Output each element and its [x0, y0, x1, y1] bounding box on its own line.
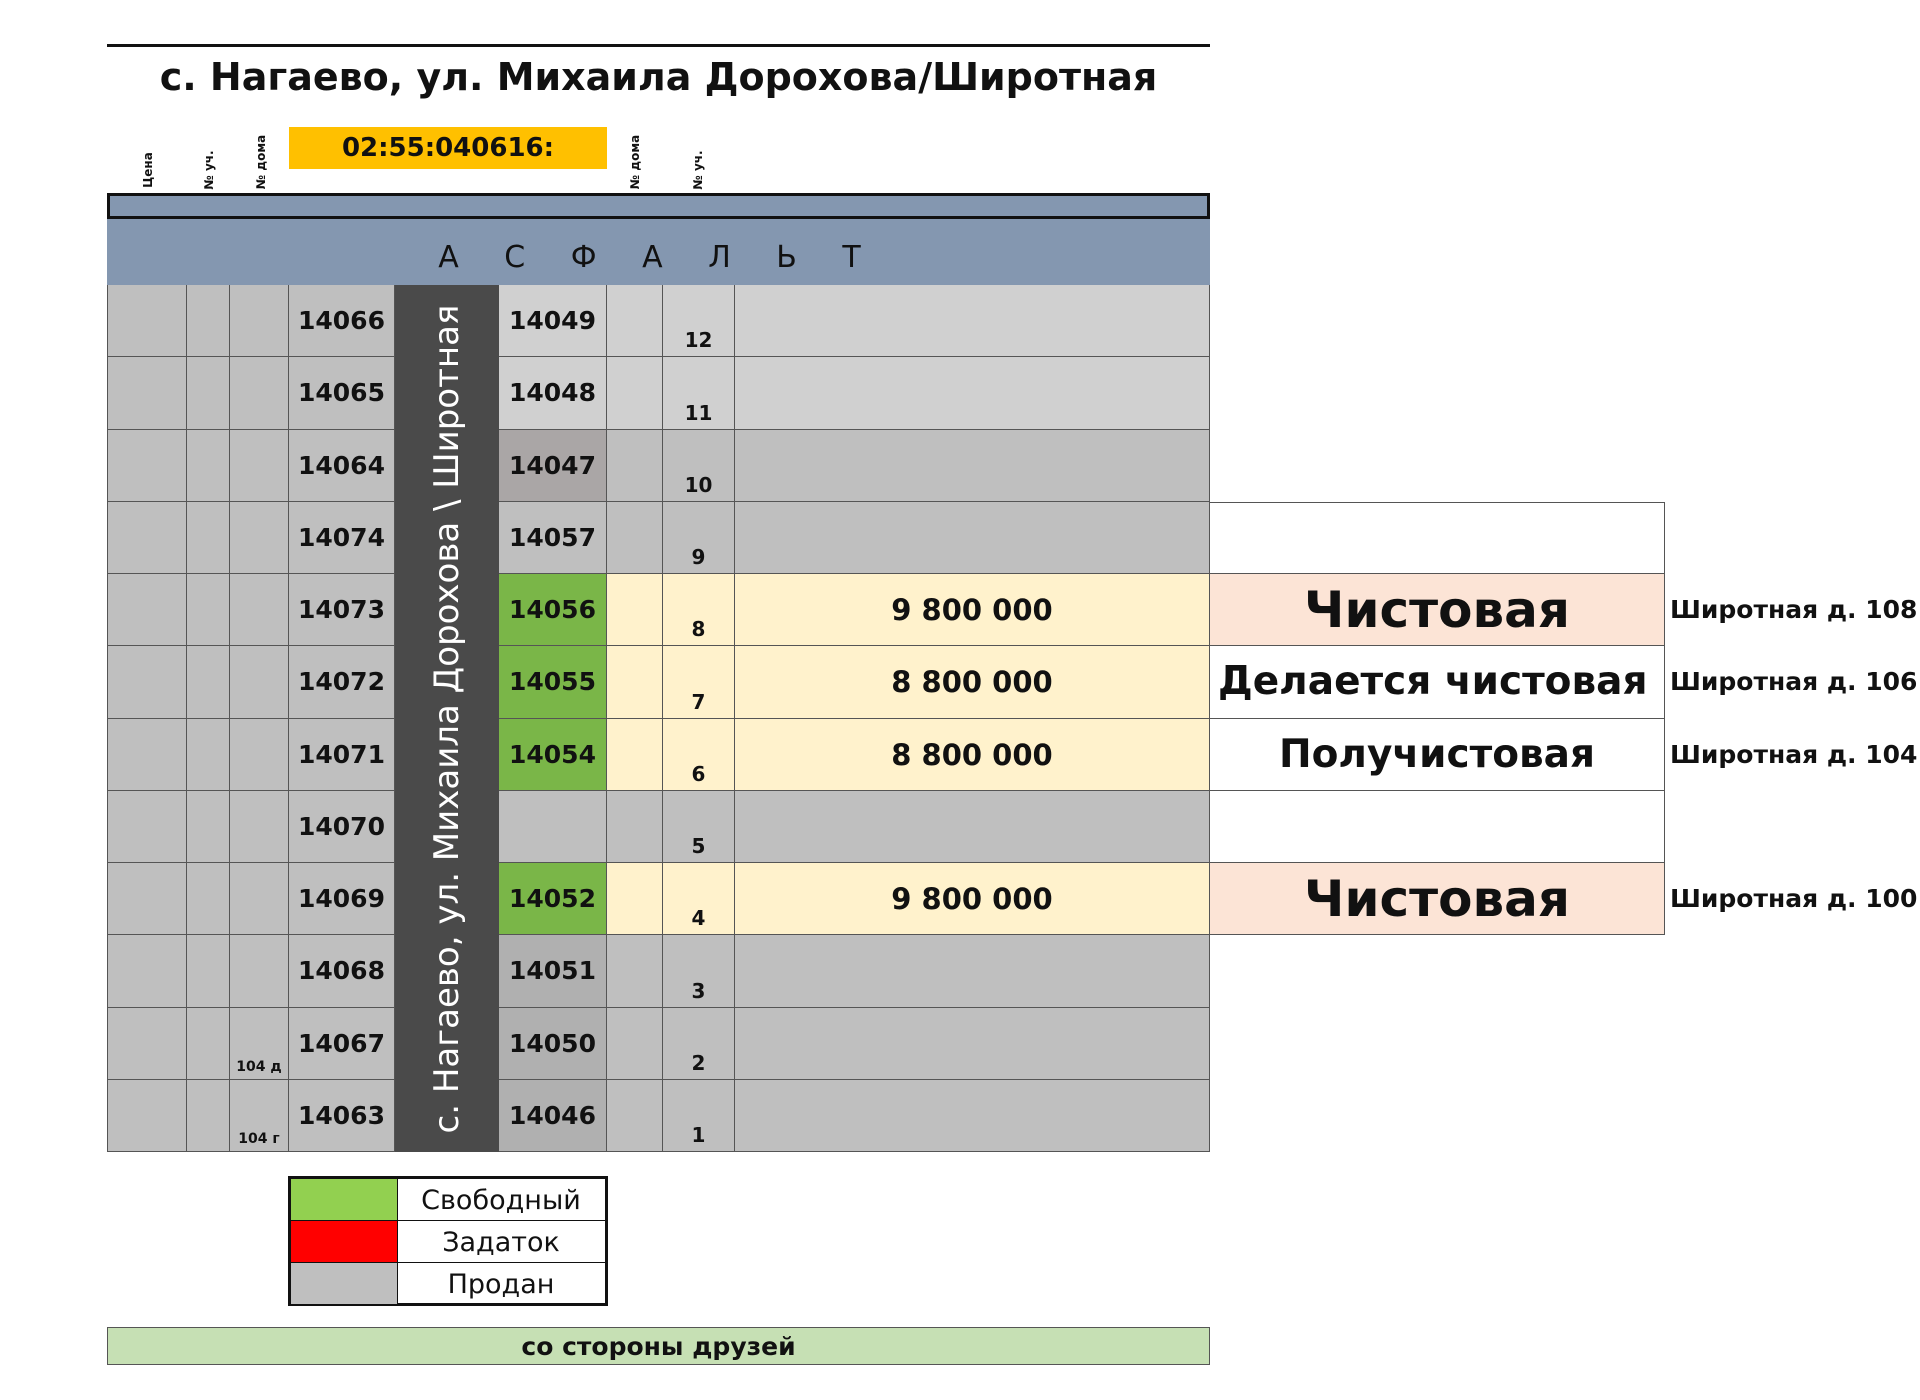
price-cell: 9 800 000: [735, 574, 1210, 646]
legend-item-sold: [291, 1263, 605, 1304]
left-house-number: [230, 791, 289, 863]
left-plot-cell: [187, 430, 230, 502]
right-house-cell: [607, 1008, 663, 1080]
left-house-number: [230, 357, 289, 429]
right-cadastral-number: 14047: [499, 430, 607, 502]
left-house-number: [230, 574, 289, 646]
price-cell: [735, 1008, 1210, 1080]
left-plot-cell: [187, 719, 230, 791]
left-price-cell: [107, 502, 187, 574]
left-plot-cell: [187, 863, 230, 935]
right-cadastral-number: 14057: [499, 502, 607, 574]
right-cadastral-number: 14048: [499, 357, 607, 429]
left-cadastral-number: 14074: [289, 502, 395, 574]
left-cadastral-number: 14067: [289, 1008, 395, 1080]
legend-swatch: [291, 1263, 398, 1304]
plot-number: 9: [663, 502, 735, 574]
plot-number: 12: [663, 285, 735, 357]
price-cell: [735, 1080, 1210, 1152]
house-address: Широтная д. 108: [1670, 595, 1918, 624]
status-cell: Делается чистовая: [1210, 646, 1665, 718]
plot-number: 11: [663, 357, 735, 429]
header-plot-right-label: № уч.: [691, 150, 705, 190]
house-address: Широтная д. 100: [1670, 884, 1918, 913]
left-plot-cell: [187, 791, 230, 863]
right-house-cell: [607, 285, 663, 357]
left-house-number: 104 д: [230, 1008, 289, 1080]
left-house-number: [230, 863, 289, 935]
price-cell: 8 800 000: [735, 646, 1210, 718]
right-cadastral-number: 14056: [499, 574, 607, 646]
street-name: с. Нагаево, ул. Михаила Дорохова \ Широтная: [427, 304, 467, 1133]
header-price-label: Цена: [141, 152, 155, 188]
left-cadastral-number: 14066: [289, 285, 395, 357]
left-plot-cell: [187, 1008, 230, 1080]
status-cell: [1210, 791, 1665, 863]
left-house-number: [230, 430, 289, 502]
left-plot-cell: [187, 646, 230, 718]
house-address: Широтная д. 106: [1670, 667, 1918, 697]
left-price-cell: [107, 285, 187, 357]
right-house-cell: [607, 1080, 663, 1152]
plot-number: 4: [663, 863, 735, 935]
right-house-cell: [607, 357, 663, 429]
left-cadastral-number: 14069: [289, 863, 395, 935]
asphalt-road: А С Ф А Л Ь Т: [107, 219, 1210, 285]
left-house-number: [230, 285, 289, 357]
header-house-left-label: № дома: [254, 134, 268, 190]
plot-number: 1: [663, 1080, 735, 1152]
left-price-cell: [107, 719, 187, 791]
plot-number: 10: [663, 430, 735, 502]
right-cadastral-number: [499, 791, 607, 863]
legend: [288, 1176, 608, 1306]
price-cell: [735, 791, 1210, 863]
right-cadastral-number: 14046: [499, 1080, 607, 1152]
right-house-cell: [607, 863, 663, 935]
right-cadastral-number: 14050: [499, 1008, 607, 1080]
left-price-cell: [107, 357, 187, 429]
legend-label: Продан: [447, 1269, 555, 1300]
price-cell: 9 800 000: [735, 863, 1210, 935]
price-cell: [735, 430, 1210, 502]
left-cadastral-number: 14070: [289, 791, 395, 863]
left-house-number: [230, 646, 289, 718]
right-cadastral-number: 14055: [499, 646, 607, 718]
status-cell: Чистовая: [1210, 863, 1665, 935]
right-cadastral-number: 14049: [499, 285, 607, 357]
cadastral-prefix: 02:55:040616:: [289, 127, 607, 169]
price-cell: [735, 285, 1210, 357]
plot-number: 7: [663, 646, 735, 718]
right-house-cell: [607, 719, 663, 791]
left-cadastral-number: 14065: [289, 357, 395, 429]
status-cell: [1210, 502, 1665, 574]
left-house-number: [230, 719, 289, 791]
header-house-right-label: № дома: [628, 134, 642, 190]
left-plot-cell: [187, 574, 230, 646]
friends-side-label: со стороны друзей: [107, 1327, 1210, 1365]
left-price-cell: [107, 935, 187, 1007]
right-house-cell: [607, 502, 663, 574]
left-price-cell: [107, 1080, 187, 1152]
left-plot-cell: [187, 357, 230, 429]
legend-swatch: [291, 1179, 398, 1220]
legend-item-free: [291, 1179, 605, 1221]
right-cadastral-number: 14051: [499, 935, 607, 1007]
status-cell: Чистовая: [1210, 574, 1665, 646]
plot-number: 5: [663, 791, 735, 863]
left-house-number: 104 г: [230, 1080, 289, 1152]
street-strip: [395, 285, 499, 1152]
left-cadastral-number: 14071: [289, 719, 395, 791]
plot-number: 3: [663, 935, 735, 1007]
legend-item-deposit: [291, 1221, 605, 1263]
left-cadastral-number: 14073: [289, 574, 395, 646]
left-price-cell: [107, 863, 187, 935]
right-cadastral-number: 14052: [499, 863, 607, 935]
right-house-cell: [607, 430, 663, 502]
left-price-cell: [107, 1008, 187, 1080]
right-house-cell: [607, 574, 663, 646]
top-rule: [107, 44, 1210, 47]
left-price-cell: [107, 430, 187, 502]
left-plot-cell: [187, 285, 230, 357]
header-plot-left-label: № уч.: [202, 150, 216, 190]
legend-label: Свободный: [421, 1185, 581, 1216]
left-plot-cell: [187, 502, 230, 574]
plot-number: 8: [663, 574, 735, 646]
left-plot-cell: [187, 1080, 230, 1152]
right-house-cell: [607, 935, 663, 1007]
right-cadastral-number: 14054: [499, 719, 607, 791]
price-cell: [735, 357, 1210, 429]
top-bar: [107, 193, 1210, 219]
left-house-number: [230, 502, 289, 574]
price-cell: 8 800 000: [735, 719, 1210, 791]
left-house-number: [230, 935, 289, 1007]
legend-swatch: [291, 1221, 398, 1262]
right-house-cell: [607, 791, 663, 863]
left-price-cell: [107, 646, 187, 718]
left-cadastral-number: 14063: [289, 1080, 395, 1152]
right-house-cell: [607, 646, 663, 718]
legend-label: Задаток: [442, 1227, 560, 1258]
price-cell: [735, 502, 1210, 574]
price-cell: [735, 935, 1210, 1007]
left-price-cell: [107, 791, 187, 863]
page-title: с. Нагаево, ул. Михаила Дорохова/Широтная: [159, 55, 1158, 99]
left-price-cell: [107, 574, 187, 646]
plot-number: 6: [663, 719, 735, 791]
status-cell: Получистовая: [1210, 719, 1665, 791]
left-plot-cell: [187, 935, 230, 1007]
left-cadastral-number: 14068: [289, 935, 395, 1007]
left-cadastral-number: 14072: [289, 646, 395, 718]
left-cadastral-number: 14064: [289, 430, 395, 502]
house-address: Широтная д. 104: [1670, 739, 1918, 769]
plot-number: 2: [663, 1008, 735, 1080]
